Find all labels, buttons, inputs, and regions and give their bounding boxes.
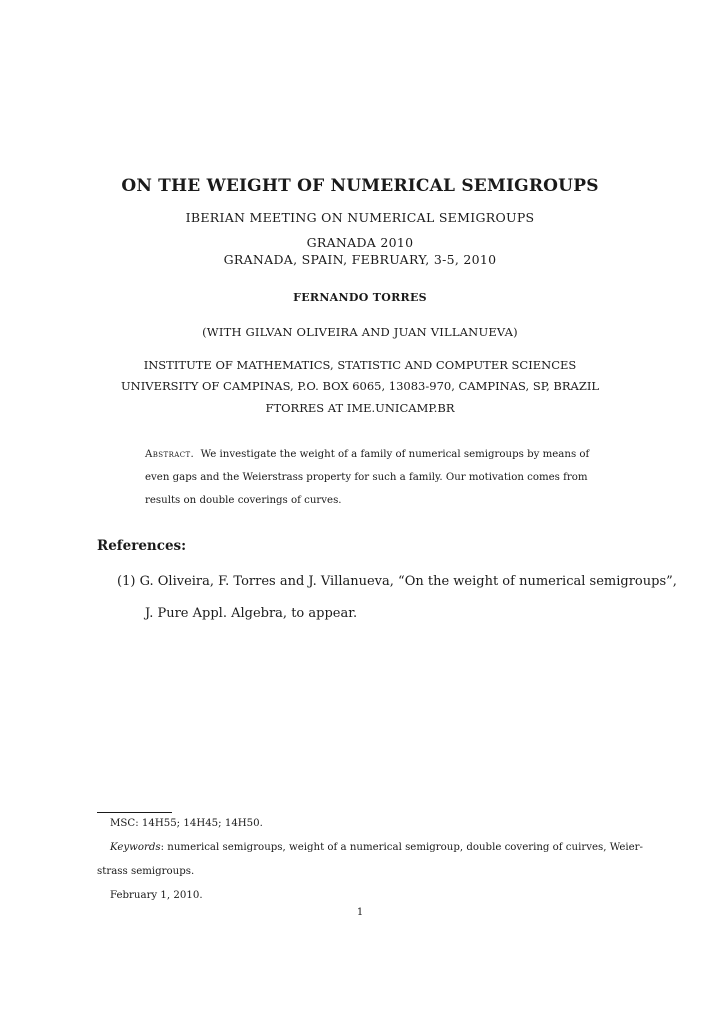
coauthors: (WITH GILVAN OLIVEIRA AND JUAN VILLANUEVA)	[202, 325, 518, 339]
abstract-line-3: results on double coverings of curves.	[145, 495, 342, 506]
footnote-msc: MSC: 14H55; 14H45; 14H50.	[110, 818, 263, 829]
page-number: 1	[356, 907, 364, 918]
reference-number: (1)	[117, 574, 136, 589]
reference-text-line-2: J. Pure Appl. Algebra, to appear.	[145, 606, 358, 621]
references-heading: References:	[97, 538, 187, 554]
author-name: FERNANDO TORRES	[293, 291, 427, 304]
conference-name: IBERIAN MEETING ON NUMERICAL SEMIGROUPS	[185, 210, 535, 225]
abstract-text-1: We investigate the weight of a family of numerical semigroups by means of	[200, 449, 590, 460]
abstract	[145, 443, 615, 512]
affiliation-line-2: UNIVERSITY OF CAMPINAS, P.O. BOX 6065, 13083-970, CAMPINAS, SP, BRAZIL	[120, 379, 600, 393]
conference-location-date: GRANADA, SPAIN, FEBRUARY, 3-5, 2010	[223, 252, 497, 267]
paper-title: ON THE WEIGHT OF NUMERICAL SEMIGROUPS	[121, 176, 599, 196]
affiliation-line-1: INSTITUTE OF MATHEMATICS, STATISTIC AND COMPUTER SCIENCES	[143, 358, 577, 372]
reference-text-line-1: G. Oliveira, F. Torres and J. Villanueva, “On the weight of numerical semigroups”,	[139, 574, 677, 589]
keywords-label: Keywords	[110, 842, 161, 853]
footnote-keywords	[110, 842, 643, 853]
reference-item-1	[117, 574, 677, 589]
author-email: FTORRES AT IME.UNICAMP.BR	[265, 401, 455, 415]
keywords-text-1: : numerical semigroups, weight of a numerical semigroup, double covering of cuirves, Weier-	[160, 842, 643, 853]
keywords-text-2: strass semigroups.	[97, 866, 195, 877]
footnote-date: February 1, 2010.	[110, 890, 203, 901]
abstract-line-1	[145, 443, 615, 466]
abstract-label: Abstract.	[145, 449, 195, 460]
abstract-line-2: even gaps and the Weierstrass property for such a family. Our motivation comes from	[145, 472, 588, 483]
conference-event: GRANADA 2010	[306, 235, 414, 250]
footnote-rule	[97, 812, 172, 813]
